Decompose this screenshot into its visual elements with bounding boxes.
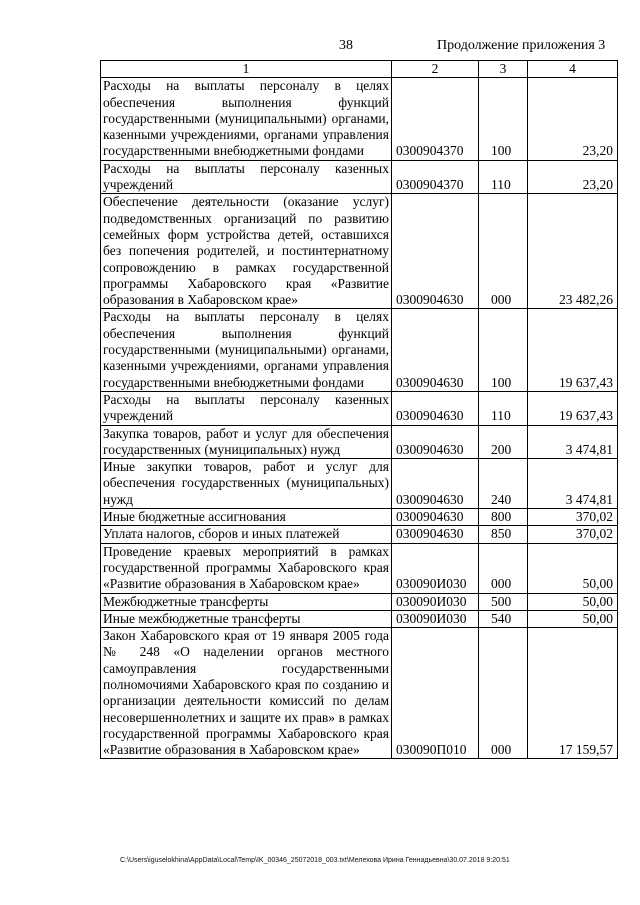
row-amount-cell: 3 474,81	[528, 459, 618, 509]
row-name-cell: Уплата налогов, сборов и иных платежей	[101, 526, 392, 543]
row-amount-cell: 23,20	[528, 160, 618, 194]
row-name-cell: Иные закупки товаров, работ и услуг для обеспечения государственных (муниципальных) нужд	[101, 459, 392, 509]
column-header: 2	[392, 61, 479, 78]
row-name-cell: Расходы на выплаты персоналу казенных учреждений	[101, 160, 392, 194]
row-type-cell: 000	[479, 628, 528, 759]
continuation-label: Продолжение приложения 3	[437, 38, 606, 53]
table-row	[101, 425, 618, 459]
row-name-cell: Закупка товаров, работ и услуг для обеспечения государственных (муниципальных) нужд	[101, 425, 392, 459]
row-code-cell: 0300904630	[392, 526, 479, 543]
column-header: 1	[101, 61, 392, 78]
row-name-cell: Расходы на выплаты персоналу казенных учреждений	[101, 391, 392, 425]
row-name-cell: Закон Хабаровского края от 19 января 2005 года № 248 «О наделении органов местного самоуправления государственными полномочиями Хабаровского края по созданию и организации деятельности комиссий по делам несовершеннолетних и защите их прав» в рамках государственной программы Хабаровского края «Развитие образования в Хабаровском крае»	[101, 628, 392, 759]
row-name-cell: Проведение краевых мероприятий в рамках государственной программы Хабаровского края «Развитие образования в Хабаровском крае»	[101, 543, 392, 593]
row-amount-cell: 19 637,43	[528, 309, 618, 391]
row-name-cell: Иные межбюджетные трансферты	[101, 610, 392, 627]
column-header: 3	[479, 61, 528, 78]
table-row	[101, 309, 618, 391]
row-amount-cell: 50,00	[528, 610, 618, 627]
row-name-cell: Иные бюджетные ассигнования	[101, 509, 392, 526]
row-amount-cell: 17 159,57	[528, 628, 618, 759]
row-code-cell: 0300904630	[392, 309, 479, 391]
table-row	[101, 543, 618, 593]
row-amount-cell: 19 637,43	[528, 391, 618, 425]
row-type-cell: 100	[479, 309, 528, 391]
table-row	[101, 391, 618, 425]
table-row	[101, 459, 618, 509]
row-name-cell: Обеспечение деятельности (оказание услуг) подведомственных организаций по развитию семейных форм устройства детей, оставшихся без попечения родителей, и постинтернатному сопровождению в рамках государственной программы Хабаровского края «Развитие образования в Хабаровском крае»	[101, 194, 392, 309]
table-row	[101, 526, 618, 543]
row-amount-cell: 50,00	[528, 593, 618, 610]
table-row	[101, 509, 618, 526]
table-row	[101, 78, 618, 160]
row-amount-cell: 23 482,26	[528, 194, 618, 309]
row-code-cell: 0300904630	[392, 391, 479, 425]
row-amount-cell: 370,02	[528, 509, 618, 526]
row-amount-cell: 50,00	[528, 543, 618, 593]
row-type-cell: 800	[479, 509, 528, 526]
row-type-cell: 240	[479, 459, 528, 509]
row-code-cell: 030090И030	[392, 610, 479, 627]
row-code-cell: 030090П010	[392, 628, 479, 759]
table-row	[101, 593, 618, 610]
row-code-cell: 0300904630	[392, 509, 479, 526]
row-type-cell: 500	[479, 593, 528, 610]
table-header-row	[101, 61, 618, 78]
table-row	[101, 194, 618, 309]
row-code-cell: 0300904630	[392, 194, 479, 309]
row-amount-cell: 370,02	[528, 526, 618, 543]
row-type-cell: 110	[479, 391, 528, 425]
table-row	[101, 160, 618, 194]
row-type-cell: 850	[479, 526, 528, 543]
row-code-cell: 0300904630	[392, 459, 479, 509]
row-amount-cell: 3 474,81	[528, 425, 618, 459]
row-code-cell: 030090И030	[392, 593, 479, 610]
row-code-cell: 0300904370	[392, 160, 479, 194]
row-code-cell: 0300904370	[392, 78, 479, 160]
column-header: 4	[528, 61, 618, 78]
row-name-cell: Расходы на выплаты персоналу в целях обеспечения выполнения функций государственными (муниципальными) органами, казенными учреждениями, органами управления государственными внебюджетными фондами	[101, 78, 392, 160]
page-number: 38	[339, 38, 353, 53]
row-type-cell: 110	[479, 160, 528, 194]
row-type-cell: 200	[479, 425, 528, 459]
table-row	[101, 610, 618, 627]
row-type-cell: 000	[479, 543, 528, 593]
row-code-cell: 0300904630	[392, 425, 479, 459]
file-path-footer: C:\Users\iguselokhina\AppData\Local\Temp\IK_00346_25072018_003.txt\Мелехова Ирина Геннадьевна\30.07.2018 9:20:51	[120, 857, 510, 864]
row-type-cell: 100	[479, 78, 528, 160]
row-amount-cell: 23,20	[528, 78, 618, 160]
budget-table	[100, 60, 618, 759]
row-name-cell: Межбюджетные трансферты	[101, 593, 392, 610]
row-type-cell: 540	[479, 610, 528, 627]
table-row	[101, 628, 618, 759]
row-code-cell: 030090И030	[392, 543, 479, 593]
row-name-cell: Расходы на выплаты персоналу в целях обеспечения выполнения функций государственными (муниципальными) органами, казенными учреждениями, органами управления государственными внебюджетными фондами	[101, 309, 392, 391]
row-type-cell: 000	[479, 194, 528, 309]
